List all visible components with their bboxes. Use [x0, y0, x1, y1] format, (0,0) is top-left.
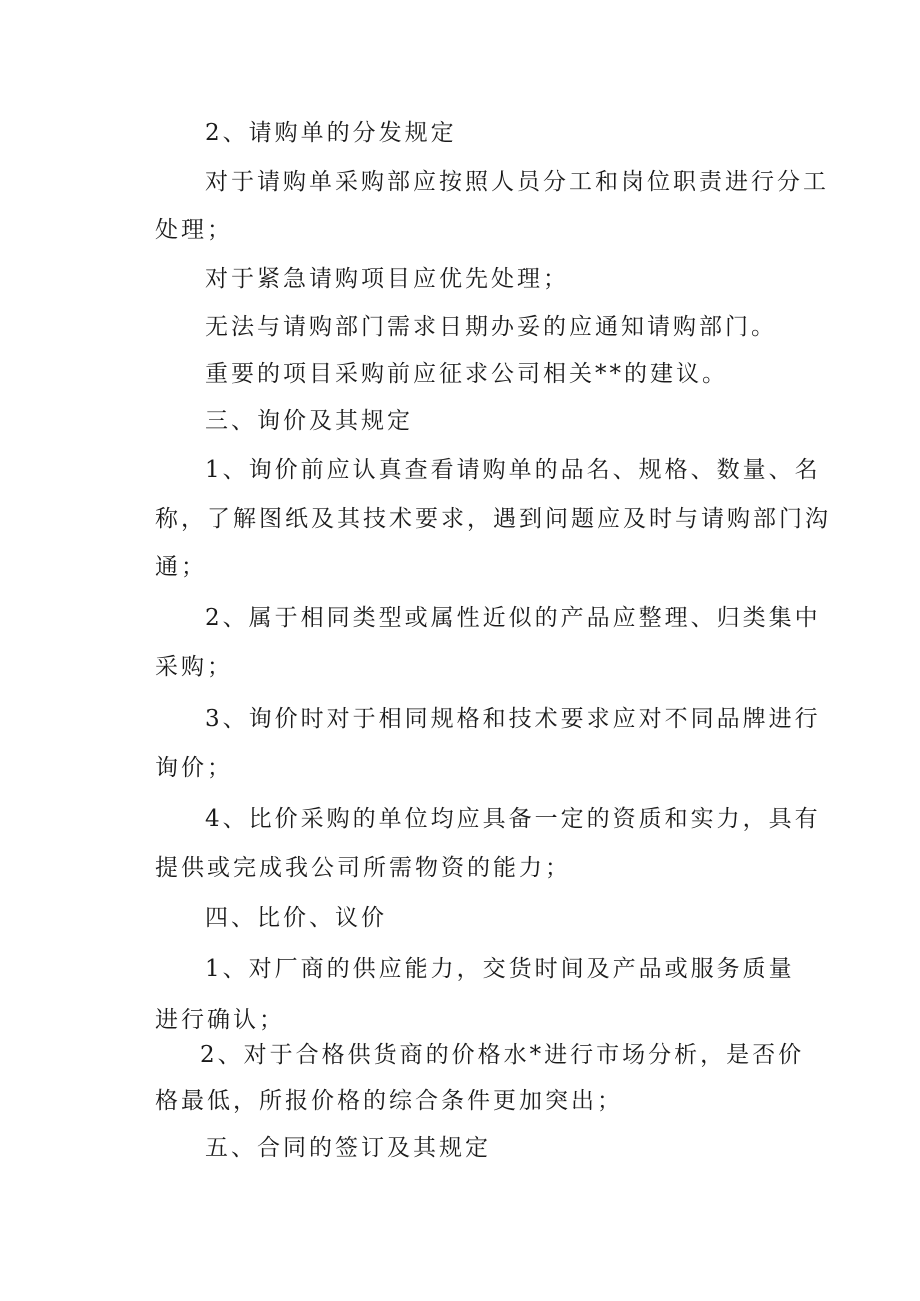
section-2-heading: 2、请购单的分发规定 — [205, 120, 457, 146]
paragraph-line: 重要的项目采购前应征求公司相关**的建议。 — [205, 361, 728, 387]
paragraph-line: 4、比价采购的单位均应具备一定的资质和实力，具有 — [205, 806, 821, 832]
section-4-heading: 四、比价、议价 — [205, 905, 387, 931]
paragraph-line: 3、询价时对于相同规格和技术要求应对不同品牌进行 — [205, 706, 821, 732]
paragraph-line: 称，了解图纸及其技术要求，遇到问题应及时与请购部门沟 — [155, 506, 831, 532]
paragraph-line: 1、对厂商的供应能力，交货时间及产品或服务质量 — [205, 956, 795, 982]
paragraph-line: 对于请购单采购部应按照人员分工和岗位职责进行分工 — [205, 169, 829, 195]
paragraph-line: 1、询价前应认真查看请购单的品名、规格、数量、名 — [205, 457, 821, 483]
paragraph-line: 采购； — [155, 654, 233, 680]
paragraph-line: 通； — [155, 554, 207, 580]
paragraph-line: 2、对于合格供货商的价格水*进行市场分析，是否价 — [200, 1042, 805, 1068]
paragraph-line: 提供或完成我公司所需物资的能力； — [155, 855, 571, 881]
paragraph-line: 2、属于相同类型或属性近似的产品应整理、归类集中 — [205, 605, 821, 631]
paragraph-line: 对于紧急请购项目应优先处理； — [205, 266, 569, 292]
paragraph-line: 询价； — [155, 755, 233, 781]
paragraph-line: 处理； — [155, 217, 233, 243]
paragraph-line: 无法与请购部门需求日期办妥的应通知请购部门。 — [205, 314, 777, 340]
section-5-heading: 五、合同的签订及其规定 — [205, 1135, 491, 1161]
paragraph-line: 格最低，所报价格的综合条件更加突出； — [155, 1088, 623, 1114]
section-3-heading: 三、询价及其规定 — [205, 408, 413, 434]
paragraph-line: 进行确认； — [155, 1007, 285, 1033]
